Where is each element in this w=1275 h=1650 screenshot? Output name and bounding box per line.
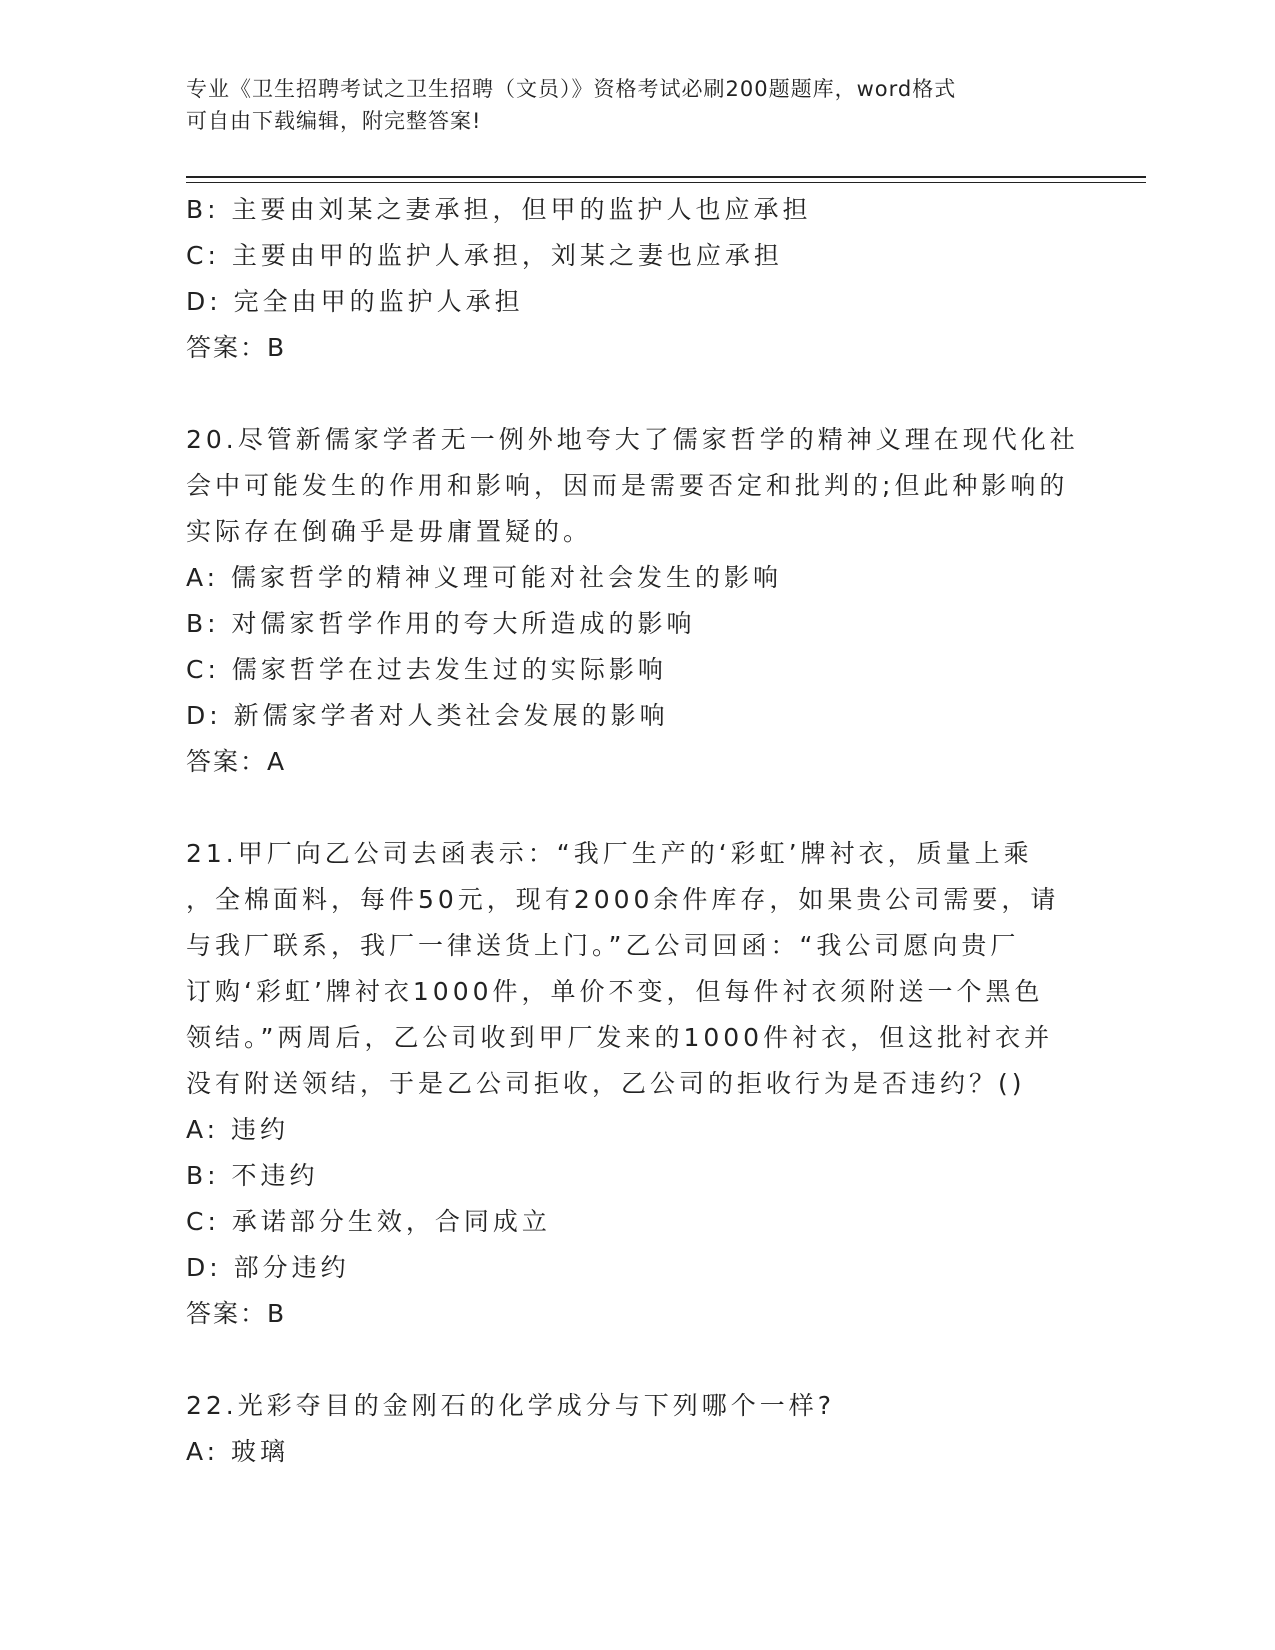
option-d: D: 完全由甲的监护人承担 (186, 287, 524, 316)
spacer (186, 371, 1086, 417)
question-stem-line: ，全棉面料，每件50元，现有2000余件库存，如果贵公司需要，请 (186, 885, 1060, 914)
document-header (186, 73, 1066, 137)
header-line-2: 可自由下载编辑，附完整答案! (186, 109, 482, 133)
option-a: A: 违约 (186, 1115, 290, 1144)
question-stem-line: 21.甲厂向乙公司去函表示：“我厂生产的‘彩虹’牌衬衣，质量上乘 (186, 839, 1033, 868)
question-19-partial (186, 187, 1086, 371)
question-stem-line: 领结。”两周后，乙公司收到甲厂发来的1000件衬衣，但这批衬衣并 (186, 1023, 1054, 1052)
header-divider (186, 176, 1146, 183)
option-b: B: 不违约 (186, 1161, 319, 1190)
option-b: B: 对儒家哲学作用的夸大所造成的影响 (186, 609, 696, 638)
question-21 (186, 831, 1086, 1337)
option-a: A: 玻璃 (186, 1437, 290, 1466)
spacer (186, 1337, 1086, 1383)
answer-line: 答案：A (186, 747, 287, 776)
question-stem-line: 与我厂联系，我厂一律送货上门。”乙公司回函：“我公司愿向贵厂 (186, 931, 1020, 960)
option-d: D: 部分违约 (186, 1253, 350, 1282)
question-list (186, 187, 1086, 1475)
option-c: C: 儒家哲学在过去发生过的实际影响 (186, 655, 667, 684)
option-d: D: 新儒家学者对人类社会发展的影响 (186, 701, 669, 730)
question-stem-line: 订购‘彩虹’牌衬衣1000件，单价不变，但每件衬衣须附送一个黑色 (186, 977, 1044, 1006)
answer-line: 答案：B (186, 1299, 287, 1328)
question-stem-line: 没有附送领结，于是乙公司拒收，乙公司的拒收行为是否违约？() (186, 1069, 1026, 1098)
spacer (186, 785, 1086, 831)
question-stem-line: 实际存在倒确乎是毋庸置疑的。 (186, 517, 593, 546)
option-c: C: 承诺部分生效，合同成立 (186, 1207, 551, 1236)
answer-line: 答案：B (186, 333, 287, 362)
option-a: A: 儒家哲学的精神义理可能对社会发生的影响 (186, 563, 783, 592)
question-stem-line: 会中可能发生的作用和影响，因而是需要否定和批判的;但此种影响的 (186, 471, 1069, 500)
header-line-1: 专业《卫生招聘考试之卫生招聘（文员）》资格考试必刷200题题库，word格式 (186, 77, 957, 101)
question-22 (186, 1383, 1086, 1475)
question-stem-line: 20.尽管新儒家学者无一例外地夸大了儒家哲学的精神义理在现代化社 (186, 425, 1079, 454)
question-20 (186, 417, 1086, 785)
question-stem-line: 22.光彩夺目的金刚石的化学成分与下列哪个一样? (186, 1391, 836, 1420)
option-b: B: 主要由刘某之妻承担，但甲的监护人也应承担 (186, 195, 812, 224)
option-c: C: 主要由甲的监护人承担，刘某之妻也应承担 (186, 241, 783, 270)
